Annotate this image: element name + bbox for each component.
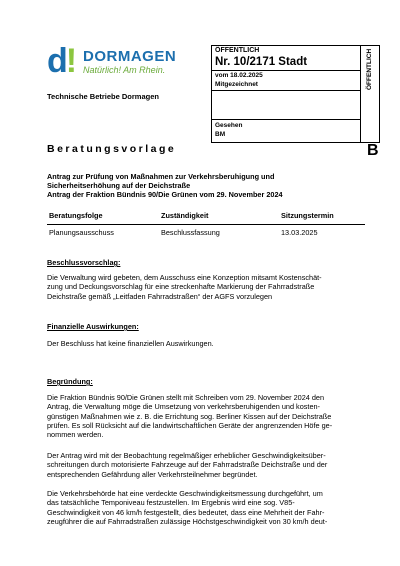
- table-row: [47, 225, 365, 240]
- public-label: ÖFFENTLICH: [215, 47, 260, 54]
- seen-value: BM: [215, 131, 226, 138]
- subject-line: Antrag zur Prüfung von Maßnahmen zur Verkehrsberuhigung und: [47, 172, 275, 181]
- logo-dot: !: [65, 42, 76, 80]
- finance-text: Der Beschluss hat keine finanziellen Auswirkungen.: [47, 339, 214, 348]
- seen-cell: [212, 120, 360, 142]
- subject-line: Antrag der Fraktion Bündnis 90/Die Grünen vom 29. November 2024: [47, 190, 283, 200]
- organisation-name: Technische Betriebe Dormagen: [47, 92, 159, 101]
- text-line: prüfen. Es soll Rücksicht auf die landwirtschaftlichen Geräte der angrenzenden Höfe ge-: [47, 420, 333, 430]
- text-line: schreitungen durch motorisierte Fahrzeuge auf der Fahrradstraße Deichstraße und der: [47, 460, 328, 470]
- text-line: nommen werden.: [47, 430, 104, 440]
- status-header-cell: [212, 46, 360, 71]
- date-cell: [212, 70, 360, 80]
- column-header: Sitzungstermin: [279, 209, 365, 225]
- side-public-label: ÖFFENTLICH: [366, 48, 373, 90]
- reason-paragraph-3: [47, 489, 365, 526]
- dormagen-logo: [47, 44, 197, 84]
- text-line: Die Fraktion Bündnis 90/Die Grünen stellt mit Schreiben vom 29. November 2024 den: [47, 393, 325, 402]
- subject: [47, 172, 347, 200]
- text-line: Der Antrag wird mit der Beobachtung regelmäßiger erheblicher Geschwindigkeitsüber-: [47, 451, 326, 460]
- subject-line: Sicherheitserhöhung auf der Deichstraße: [47, 181, 191, 191]
- text-line: entsprechenden Gefährdung aller Verkehrsteilnehmer begründet.: [47, 469, 258, 479]
- text-line: das tatsächliche Temponiveau festzustellen. Im Ergebnis wird eine sog. V85-: [47, 498, 295, 508]
- text-line: günstigen Maßnahmen wie z. B. die Errichtung sog. Berliner Kissen auf der Deichstraße: [47, 411, 332, 421]
- text-line: zung und Deckungsvorschlag für eine streckenhafte Markierung der Fahrradstraße: [47, 282, 315, 292]
- consultation-table: [47, 209, 365, 239]
- table-cell: 13.03.2025: [281, 228, 318, 237]
- cosigned-label: Mitgezeichnet: [215, 81, 258, 88]
- column-header: Zuständigkeit: [159, 209, 279, 225]
- page-title: Beratungsvorlage: [47, 143, 177, 155]
- column-header: Beratungsfolge: [47, 209, 159, 225]
- text-line: Geschwindigkeit von 46 km/h festgestellt, dies bedeutet, dass eine Mehrheit der Fahr-: [47, 507, 325, 517]
- proposal-text: [47, 273, 365, 301]
- reason-paragraph-2: [47, 451, 365, 479]
- status-box: [211, 45, 380, 143]
- text-line: Antrag, die Verwaltung möge die Umsetzung von verkehrsberuhigenden und kosten-: [47, 402, 320, 412]
- table-cell: Beschlussfassung: [161, 228, 220, 237]
- proposal-heading: Beschlussvorschlag:: [47, 258, 121, 267]
- logo-name: DORMAGEN: [83, 48, 177, 65]
- seen-label: Gesehen: [215, 122, 243, 129]
- logo-slogan: Natürlich! Am Rhein.: [83, 65, 166, 75]
- table-cell: Planungsausschuss: [49, 228, 114, 237]
- document-number: Nr. 10/2171 Stadt: [215, 56, 308, 68]
- finance-heading: Finanzielle Auswirkungen:: [47, 322, 139, 331]
- document-date: vom 18.02.2025: [215, 72, 263, 79]
- reason-paragraph-1: [47, 393, 365, 439]
- category-letter: B: [367, 142, 379, 159]
- cosigned-space: [212, 91, 360, 120]
- table-header-row: [47, 209, 365, 225]
- text-line: Die Verkehrsbehörde hat eine verdeckte Geschwindigkeitsmessung durchgeführt, um: [47, 489, 323, 498]
- reason-heading: Begründung:: [47, 377, 93, 386]
- cosigned-cell: [212, 80, 360, 91]
- text-line: Die Verwaltung wird gebeten, dem Ausschuss eine Konzeption mitsamt Kostenschät-: [47, 273, 322, 282]
- text-line: Deichstraße gemäß „Leitfaden Fahrradstraßen“ der AGFS vorzulegen: [47, 291, 273, 301]
- logo-mark: d!: [47, 42, 76, 80]
- text-line: zeugführer die auf Fahrradstraßen zulässige Höchstgeschwindigkeit von 30 km/h deut-: [47, 516, 328, 526]
